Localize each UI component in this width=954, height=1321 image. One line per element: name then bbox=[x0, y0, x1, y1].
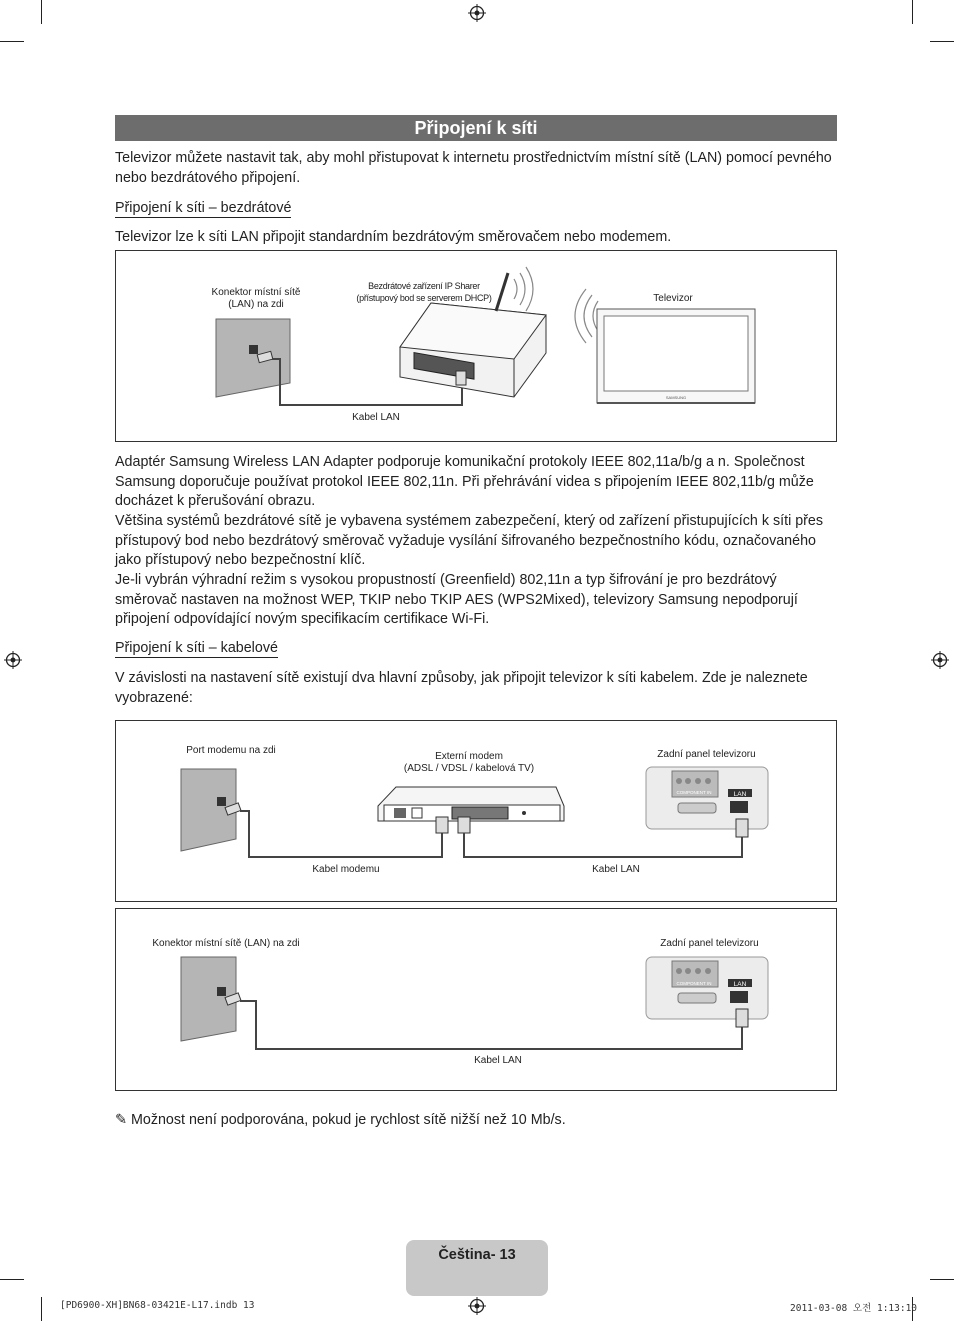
lan-port-icon bbox=[730, 801, 748, 813]
wireless-heading: Připojení k síti – bezdrátové bbox=[115, 200, 292, 216]
router-label: Bezdrátové zařízení IP Sharer (přístupový bod se serverem DHCP) bbox=[356, 281, 492, 303]
wall-jack-label: Konektor místní sítě (LAN) na zdi bbox=[211, 287, 301, 310]
note-line bbox=[115, 1112, 566, 1128]
wireless-illustration bbox=[116, 251, 836, 441]
crop-mark bbox=[41, 0, 42, 24]
lan-cable bbox=[464, 833, 742, 857]
wall-port-icon bbox=[217, 797, 226, 806]
lan-jack-icon bbox=[217, 987, 226, 996]
wired-modem-diagram bbox=[115, 720, 837, 902]
pencil-note-icon: ✎ bbox=[115, 1112, 127, 1128]
lan-cable-label: Kabel LAN bbox=[474, 1055, 522, 1066]
wired-text: V závislosti na nastavení sítě existují dva hlavní způsoby, jak připojit televizor k síti kabelem. Zde je naleznete vyobrazené: bbox=[115, 670, 808, 706]
page-number-tab: Čeština- 13 bbox=[406, 1240, 548, 1296]
modem-illustration bbox=[116, 721, 836, 901]
modem-cable-label: Kabel modemu bbox=[312, 864, 380, 875]
print-timestamp: 2011-03-08 오전 1:13:10 bbox=[790, 1303, 918, 1314]
lan-cable-label: Kabel LAN bbox=[592, 864, 640, 875]
file-slug: [PD6900-XH]BN68-03421E-L17.indb 13 bbox=[60, 1300, 255, 1311]
modem-label: Externí modem (ADSL / VDSL / kabelová TV) bbox=[403, 751, 535, 774]
wall-jack-label: Konektor místní sítě (LAN) na zdi bbox=[152, 938, 300, 949]
tv-label: Televizor bbox=[653, 293, 693, 304]
wireless-paragraph-1: Adaptér Samsung Wireless LAN Adapter podporuje komunikační protokoly IEEE 802,11a/b/g a n. Společnost Samsung doporučuje používat protokol IEEE 802,11n. Při přehrávání videa s připojením IEEE 802,11b/g může docházet k přerušování obrazu. bbox=[115, 454, 814, 509]
component-in-label: COMPONENT IN bbox=[676, 790, 712, 795]
svg-text:LAN: LAN bbox=[733, 981, 747, 988]
registration-mark-icon bbox=[468, 1297, 486, 1315]
lan-port-icon bbox=[730, 991, 748, 1003]
registration-mark-icon bbox=[468, 4, 486, 22]
wireless-diagram bbox=[115, 250, 837, 442]
tv-brand: SAMSUNG bbox=[665, 395, 687, 400]
component-in-label: COMPONENT IN bbox=[676, 981, 712, 986]
tv-screen bbox=[604, 316, 748, 391]
note-text: Možnost není podporována, pokud je rychlost sítě nižší než 10 Mb/s. bbox=[130, 1112, 566, 1128]
panel-label: Zadní panel televizoru bbox=[657, 749, 756, 760]
router-antenna bbox=[496, 273, 508, 311]
registration-mark-icon bbox=[931, 651, 949, 669]
panel-label: Zadní panel televizoru bbox=[660, 938, 759, 949]
modem-wall-label: Port modemu na zdi bbox=[186, 745, 276, 756]
crop-mark bbox=[0, 41, 24, 42]
crop-mark bbox=[41, 1297, 42, 1321]
wall-lan-illustration bbox=[116, 909, 836, 1090]
lan-cable-label: Kabel LAN bbox=[352, 412, 400, 423]
intro-paragraph: Televizor můžete nastavit tak, aby mohl přistupovat k internetu prostřednictvím místní sítě (LAN) pomocí pevného nebo bezdrátového připojení. bbox=[115, 150, 832, 186]
section-title: Připojení k síti bbox=[115, 115, 837, 141]
wireless-paragraph-3: Je-li vybrán výhradní režim s vysokou propustností (Greenfield) 802,11n a typ šifrování je pro bezdrátový směrovač nastaven na možnost WEP, TKIP nebo TKIP AES (WPS2Mixed), televizory Samsung nepodporují připojení odpovídající novým specifikacím certifikace Wi-Fi. bbox=[115, 572, 798, 627]
crop-mark bbox=[930, 41, 954, 42]
crop-mark bbox=[912, 0, 913, 24]
registration-mark-icon bbox=[4, 651, 22, 669]
wired-heading: Připojení k síti – kabelové bbox=[115, 640, 278, 656]
wired-wall-diagram bbox=[115, 908, 837, 1091]
wireless-text: Televizor lze k síti LAN připojit standardním bezdrátovým směrovačem nebo modemem. bbox=[115, 229, 672, 245]
svg-text:LAN: LAN bbox=[733, 791, 747, 798]
wireless-paragraph-2: Většina systémů bezdrátové sítě je vybavena systémem zabezpečení, který od zařízení přistupujících k síti přes přístupový bod nebo bezdrátový směrovač vyžaduje vysílání šifrovaného bezpečnostního kódu, označovaného jako přístupový nebo bezpečnostní klíč. bbox=[115, 513, 824, 568]
lan-jack-icon bbox=[249, 345, 258, 354]
crop-mark bbox=[930, 1279, 954, 1280]
crop-mark bbox=[0, 1279, 24, 1280]
